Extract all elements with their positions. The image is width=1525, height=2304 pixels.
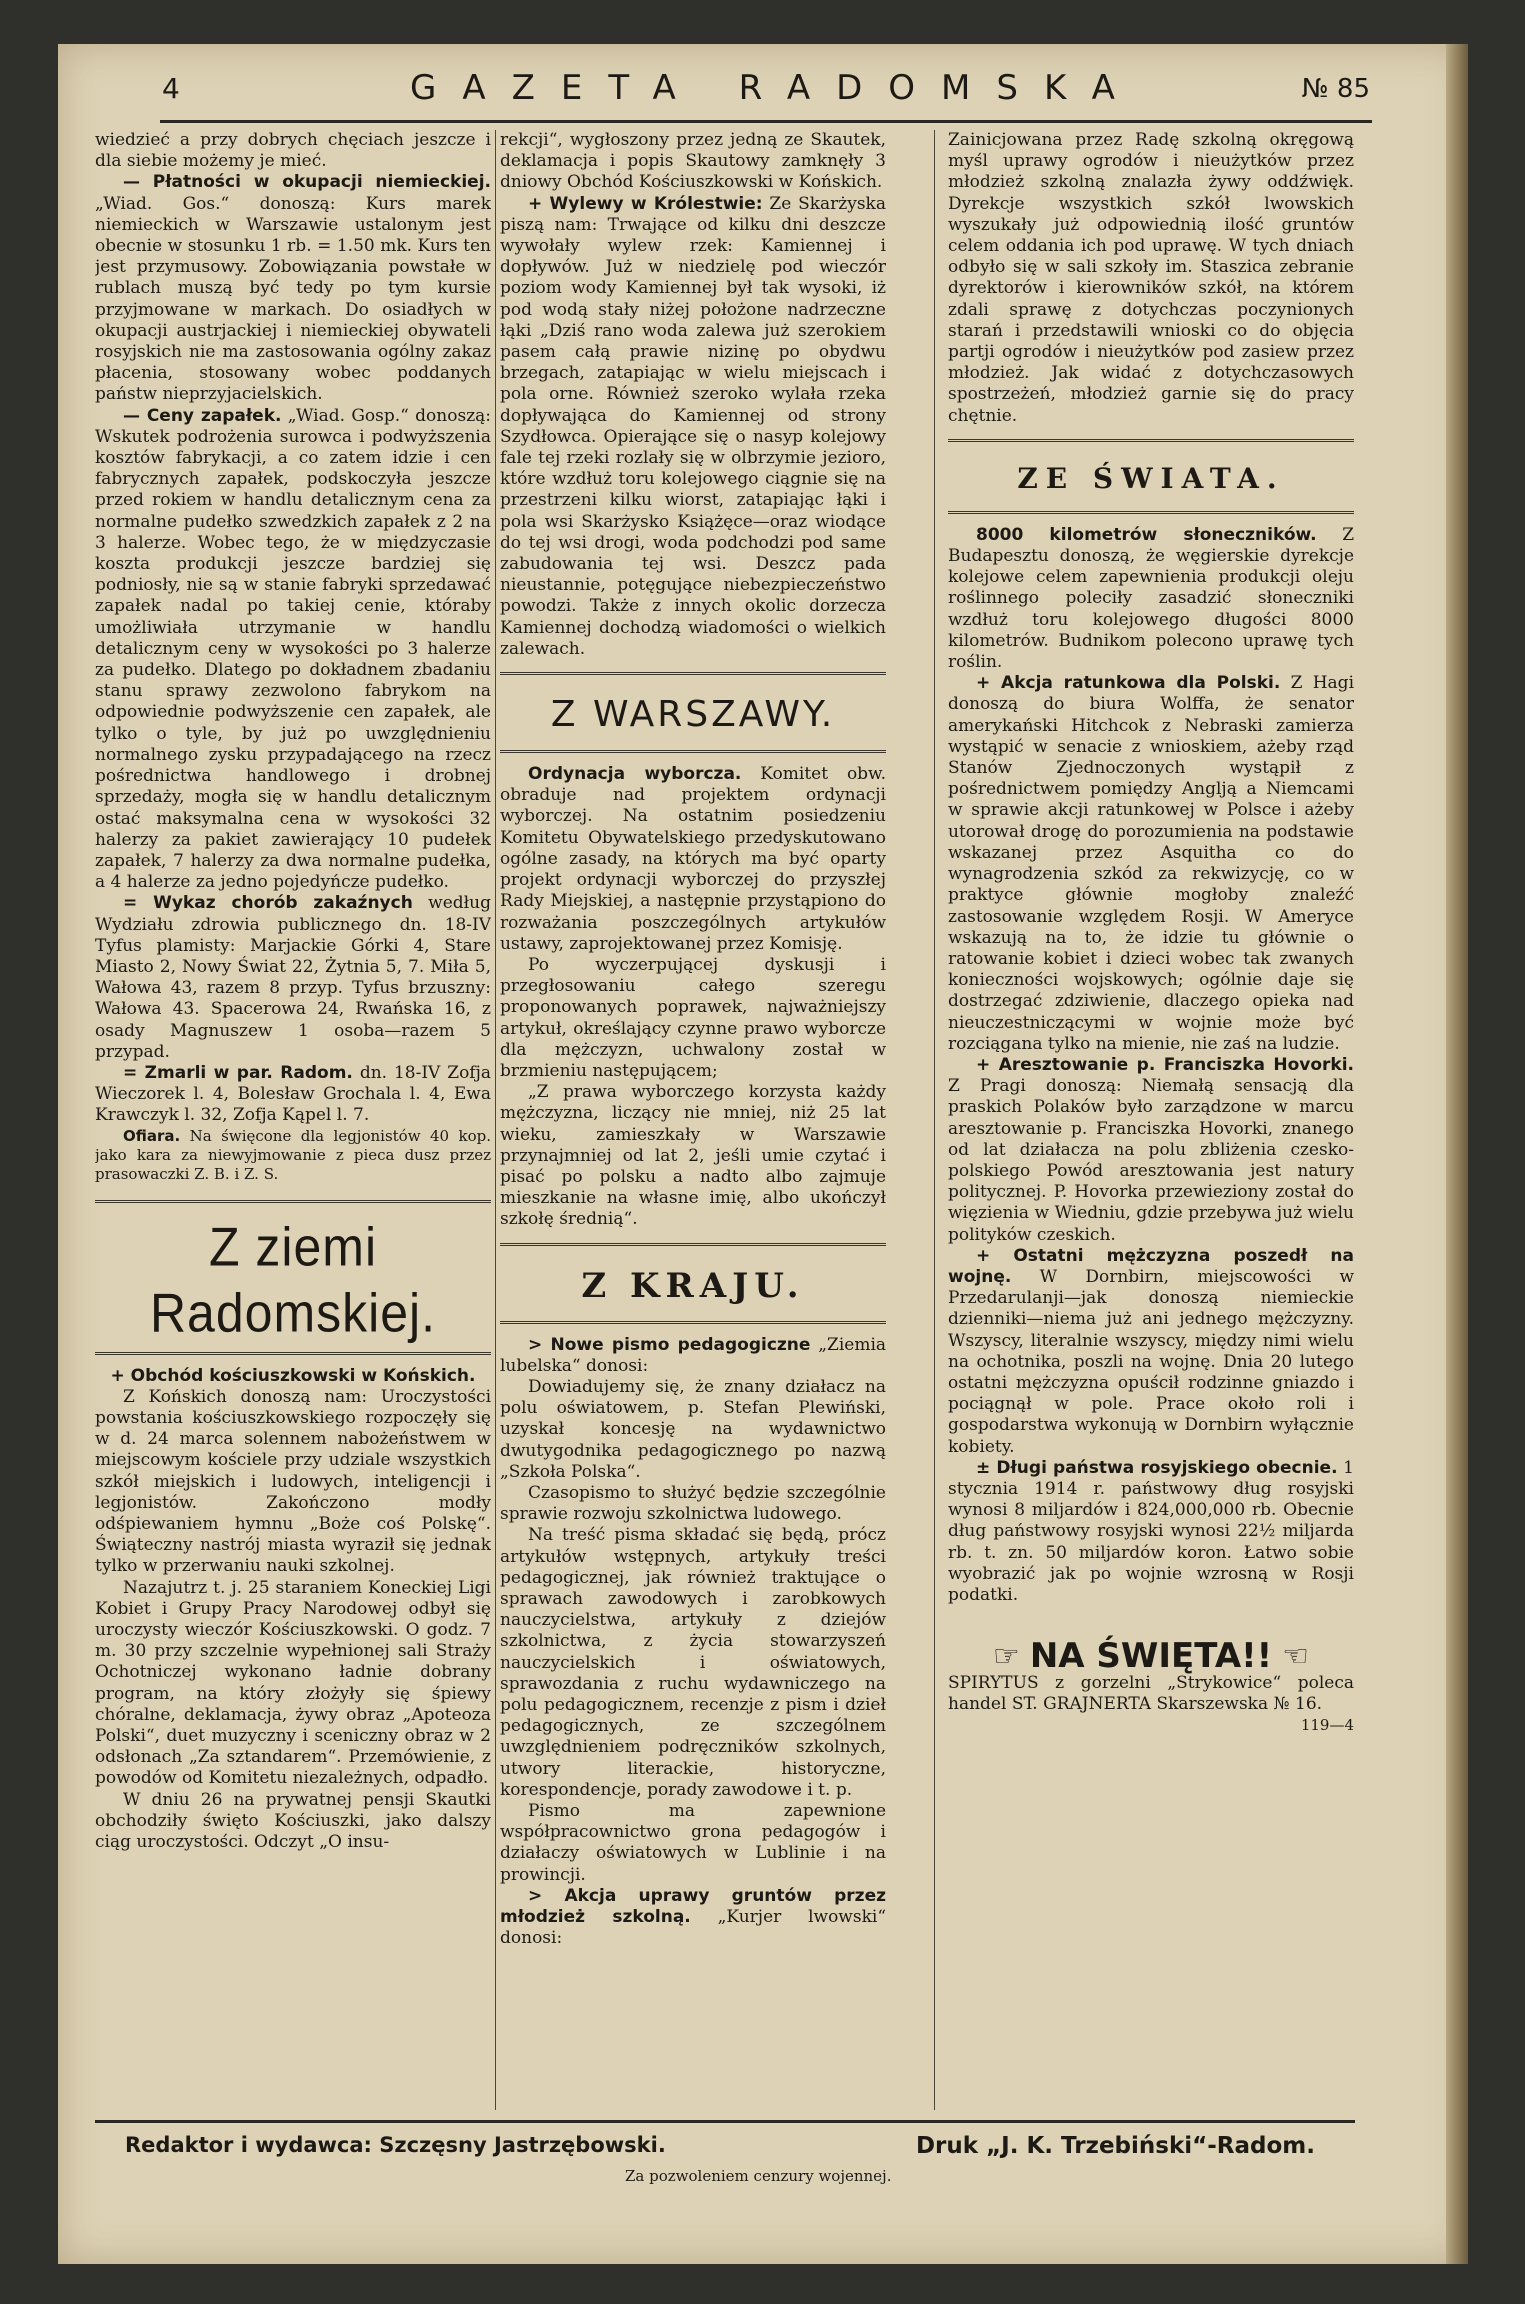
- article-dlugi: [948, 1458, 1354, 1606]
- print-credit: Druk „J. K. Trzebiński“-Radom.: [915, 2133, 1315, 2159]
- article-ofiara: [95, 1127, 491, 1184]
- article-text: Komitet obw. obraduje nad projektem ordynacji wyborczej. Na ostatnim posiedzeniu Komitetu Obywatelskiego przedyskutowano ogólne zasady, na których ma być oparty projekt ordynacji wyborczej do przyszłej Rady Miejskiej, a następnie przystąpiono do rozważania poszczególnych artykułów ustawy, zaprojektowanej przez Komisję.: [500, 764, 886, 954]
- paragraph: Z Końskich donoszą nam: Uroczystości powstania kościuszkowskiego rozpoczęły się w d. 24 marca solennem nabożeństwem w miejscowym kościele przy udziale wszystkich szkół miejskich i ludowych, inteligencji i legjonistów. Zakończono modły odśpiewaniem hymnu „Boże coś Polskę“. Świąteczny nastrój miasta wyraził się jednak tylko w przerwaniu nauki szkolnej.: [95, 1386, 491, 1577]
- column-divider: [934, 130, 935, 2110]
- headline: = Wykaz chorób zakaźnych: [123, 893, 413, 914]
- pointing-hand-icon: ☜: [1282, 1639, 1310, 1675]
- paragraph: W dniu 26 na prywatnej pensji Skautki obchodziły święto Kościuszki, jako dalszy ciąg uroczystości. Odczyt „O insu-: [95, 1789, 491, 1853]
- article-text: Ze Skarżyska piszą nam: Trwające od kilku dni deszcze wywołały wylew rzek: Kamiennej i dopływów. Już w niedzielę pod wieczór poziom wody Kamiennej był tak wysoki, iż pod wodą stały niżej położone nadrzeczne łąki „Dziś rano woda zalewa już szerokiem pasem całą prawie nizinę po obydwu brzegach, zatapiając w wielu miejscach i pola orne. Również szeroko wylała rzeka dopływająca do Kamiennej od strony Szydłowca. Opierające się o nasyp kolejowy fale tej rzeki rozlały się w olbrzymie jezioro, które wzdłuż toru kolejowego ciągnie się na przestrzeni kilku wiorst, zatapiając łąki i pola wsi Skarżysko Książęce—oraz wiodące do tej wsi drogi, woda podchodzi pod same zabudowania tej wsi. Deszcz pada nieustannie, potęgujące niebezpieczeństwo powodzi. Także z innych okolic dorzecza Kamiennej dochodzą wiadomości o wielkich zalewach.: [500, 193, 886, 659]
- paragraph: Zainicjowana przez Radę szkolną okręgową myśl uprawy ogrodów i nieużytków przez młodzież szkolną znalazła żywy oddźwięk. Dyrekcje wszystkich szkół lwowskich wyszukały już odpowiednią ilość gruntów celem oddania ich pod uprawę. W tych dniach odbyło się w sali szkoły im. Staszica zebranie dyrektorów i kierowników szkół, na którem zdali sprawę z dotychczas poczynionych starań i przedstawili wnioski co do objęcia partji ogrodów i nieużytków pod zasiew przez młodzież. Jak widać z dotychczasowych spostrzeżeń, młodzież garnie się do pracy chętnie.: [948, 130, 1354, 426]
- article-text: Z Hagi donoszą do biura Wolffa, że senator amerykański Hitchcok z Nebraski zamierza wystąpić w senacie z wnioskiem, ażeby rząd Stanów Zjednoczonych wystąpił z pośrednictwem pomiędzy Anglją a Niemcami w sprawie akcji ratunkowej w Polsce i ażeby utorował drogę do porozumienia na podstawie wskazanej przez Asquitha co do wynagrodzenia szkód za rekwizycję, co w praktyce głównie mogłoby znaleźć zastosowanie względem Rosji. W Ameryce wskazują na to, że idzie tu głównie o ratowanie kobiet i dzieci wobec tak zwanych konieczności wojskowych; ogólnie daje się dostrzegać zdziwienie, dlaczego opieka nad nieuczestniczącymi w wojnie może być rozciągana tylko na mienie, nie zaś na ludzie.: [948, 673, 1354, 1054]
- paragraph: Na treść pisma składać się będą, prócz artykułów wstępnych, artykuły treści pedagogicznej, jak również traktujące o sprawach zawodowych i zarobkowych nauczycielstwa, artykuły z dziejów szkolnictwa, z życia stowarzyszeń nauczycielskich i oświatowych, sprawozdania z ruchu wydawniczego na polu pedagogicznem, recenzje z pism i dzieł pedagogicznych, ze szczególnem uwzględnieniem podręczników szkolnych, utwory literackie, historyczne, korespondencje, porady zawodowe i t. p.: [500, 1525, 886, 1800]
- headline: — Płatności w okupacji niemieckiej.: [123, 172, 491, 193]
- editor-credit: Redaktor i wydawca: Szczęsny Jastrzębowski.: [125, 2133, 666, 2157]
- article-ceny: [95, 406, 491, 894]
- column-2: [500, 130, 886, 2110]
- headline: + Akcja ratunkowa dla Polski.: [976, 673, 1281, 694]
- paragraph: „Z prawa wyborczego korzysta każdy mężczyzna, liczący nie mniej, niż 25 lat wieku, zamieszkały w Warszawie przynajmniej od lat 2, jeśli umie czytać i pisać po polsku a nadto albo zajmuje mieszkanie na własne imię, albo ukończył szkołę średnią“.: [500, 1082, 886, 1230]
- section-title-kraju: Z KRAJU.: [581, 1265, 805, 1306]
- headline: = Zmarli w par. Radom.: [123, 1062, 353, 1083]
- headline: ± Długi państwa rosyjskiego obecnie.: [976, 1457, 1338, 1478]
- paragraph: Po wyczerpującej dyskusji i przegłosowaniu całego szeregu proponowanych poprawek, najważniejszy artykuł, określający czynne prawo wyborcze dla mężczyzn, uchwalony został w brzmieniu następującem;: [500, 954, 886, 1081]
- article-platnosci: [95, 172, 491, 405]
- masthead: [110, 62, 1410, 122]
- paragraph: Czasopismo to służyć będzie szczególnie sprawie rozwoju szkolnictwa ludowego.: [500, 1482, 886, 1525]
- section-rule: [500, 1243, 886, 1249]
- masthead-rule: [160, 120, 1372, 123]
- paragraph: rekcji“, wygłoszony przez jedną ze Skautek, deklamacja i popis Skautowy zamknęły 3 dniowy Obchód Kościuszkowski w Końskich.: [500, 130, 886, 193]
- ad-code: 119—4: [1300, 1716, 1354, 1735]
- ad-text: SPIRYTUS z gorzelni „Strykowice“ poleca handel ST. GRAJNERTA Skarszewska № 16.: [948, 1673, 1354, 1715]
- section-rule: [95, 1352, 491, 1358]
- paragraph: Nazajutrz t. j. 25 staraniem Koneckiej Ligi Kobiet i Grupy Pracy Narodowej odbył się uroczysty wieczór Kościuszkowski. O godz. 7 m. 30 przy szczelnie wypełnionej sali Straży Ochotniczej wykonano ładnie dobrany program, na który złożyły się śpiewy chóralne, deklamacja, żywy obraz „Apoteoza Polski“, duet muzyczny i sceniczny obraz w 2 odsłonach „Za sztandarem“. Przemówienie, z powodów od Komitetu niezależnych, odpadło.: [95, 1577, 491, 1789]
- page-number: 4: [162, 72, 180, 105]
- article-obchod: [95, 1366, 491, 1387]
- section-rule: [500, 672, 886, 678]
- article-zmarli: [95, 1063, 491, 1127]
- article-kilometrow: [948, 525, 1354, 673]
- headline: 8000 kilometrów słoneczników.: [976, 524, 1317, 545]
- advertisement: [948, 1636, 1354, 1736]
- pointing-hand-icon: ☞: [992, 1639, 1020, 1675]
- headline: > Akcja uprawy gruntów przez młodzież szkolną.: [500, 1885, 886, 1928]
- article-text: Z Pragi donoszą: Niemałą sensacją dla praskich Polaków było zarządzone w marcu aresztowanie p. Franciszka Hovorki, znanego od lat działacza na polu zbliżenia czesko-polskiego Powód aresztowania jest natury politycznej. P. Hovorka przewieziony został do więzienia w Wiedniu, gdzie przebywa już wielu polityków czeskich.: [948, 1076, 1354, 1245]
- article-text: według Wydziału zdrowia publicznego dn. 18-IV Tyfus plamisty: Marjackie Górki 4, Stare Miasto 2, Nowy Świat 22, Żytnia 5, 7. Miła 5, Wałowa 43, razem 8 przyp. Tyfus brzuszny: Wałowa 43. Spacerowa 24, Rwańska 16, z osady Magnuszew 1 osoba—razem 5 przypad.: [95, 893, 491, 1062]
- section-rule: [500, 750, 886, 756]
- article-text: „Ziemia lubelska“ donosi:: [500, 1334, 886, 1376]
- article-wylewy: [500, 194, 886, 660]
- section-rule: [95, 1200, 491, 1206]
- headline: + Aresztowanie p. Franciszka Hovorki.: [976, 1054, 1354, 1075]
- column-3: [948, 130, 1354, 2110]
- article-text: „Wiad. Gosp.“ donoszą: Wskutek podrożenia surowca i podwyższenia kosztów fabrykacji, a co zatem idzie i cen fabrycznych zapałek, podskoczyła jeszcze przed rokiem w handlu detalicznym cena za normalne pudełko szwedzkich zapałek z 2 na 3 halerze. Wobec tego, że w międzyczasie koszta produkcji jeszcze bardziej się podniosły, nie są w stanie fabryki sprzedawać zapałek nadal po takiej cenie, któraby umożliwiała utrzymanie w handlu detalicznym ceny w wysokości po 3 halerze za pudełko. Dlatego po dokładnem zbadaniu stanu sprawy zezwolono fabrykom na odpowiednie podwyższenie cen zapałek, ale tylko o tyle, by już po uwzględnieniu normalnego zysku przypadającego na rzecz pośrednictwa handlowego i drobnej sprzedaży, mogła się w handlu detalicznym ostać maksymalna cena w wysokości 32 halerzy za pakiet zawierający 10 pudełek zapałek, 7 halerzy za dwa normalne pudełka, a 4 halerze za jedno pojedyńcze pudełko.: [95, 405, 491, 893]
- article-pismo: [500, 1335, 886, 1377]
- ad-title: [948, 1636, 1354, 1677]
- paragraph: Dowiadujemy się, że znany działacz na polu oświatowem, p. Stefan Plewiński, uzyskał koncesję na wydawnictwo dwutygodnika pedagogicznego po nazwą „Szkoła Polska“.: [500, 1376, 886, 1482]
- article-ordynacja: [500, 764, 886, 955]
- headline: + Wylewy w Królestwie:: [528, 193, 763, 214]
- article-text: Z Budapesztu donoszą, że węgierskie dyrekcje kolejowe celem zapewnienia produkcji oleju roślinnego poleciły zasadzić słoneczniki wzdłuż toru kolejowego długości 8000 kilometrów. Budnikom polecono uprawę tych roślin.: [948, 524, 1354, 673]
- article-mezczyzna: [948, 1246, 1354, 1458]
- column-1: [95, 130, 491, 2110]
- headline: — Ceny zapałek.: [123, 405, 282, 426]
- article-hovorki: [948, 1055, 1354, 1246]
- headline: Ordynacja wyborcza.: [528, 764, 742, 785]
- article-text: „Kurjer lwowski“ donosi:: [500, 1907, 886, 1949]
- article-text: dn. 18-IV Zofja Wieczorek l. 4, Bolesław Grochala l. 4, Ewa Krawczyk l. 32, Zofja Kąpel l. 7.: [95, 1062, 491, 1126]
- headline: + Ostatni mężczyzna poszedł na wojnę.: [948, 1245, 1354, 1287]
- headline: + Obchód kościuszkowski w Końskich.: [110, 1365, 476, 1386]
- headline: Ofiara.: [123, 1126, 181, 1145]
- article-akcja-uprawy: [500, 1886, 886, 1950]
- issue-number: № 85: [1301, 74, 1370, 104]
- article-text: Na święcone dla legjonistów 40 kop. jako kara za niewyjmowanie z pieca dusz przez prasowaczki Z. B. i Z. S.: [95, 1126, 491, 1183]
- headline: > Nowe pismo pedagogiczne: [528, 1334, 811, 1355]
- section-title-warszawy: Z WARSZAWY.: [550, 694, 836, 736]
- section-rule: [500, 1321, 886, 1327]
- article-text: „Wiad. Gos.“ donoszą: Kurs marek niemieckich w Warszawie ustalonym jest obecnie w stosunku 1 rb. = 1.50 mk. Kurs ten jest przymusowy. Zobowiązania powstałe w rublach muszą być tedy po tym kursie przyjmowane w markach. Do osiadłych w okupacji austrjackiej i niemieckiej obywateli rosyjskich nie ma zastosowania ogólny zakaz płacenia, stosowany wobec poddanych państw nieprzyjacielskich.: [95, 193, 491, 405]
- paragraph: Pismo ma zapewnione współpracownictwo grona pedagogów i działaczy oświatowych w Lublinie i na prowincji.: [500, 1801, 886, 1885]
- ad-title-text: NA ŚWIĘTA!!: [1029, 1636, 1273, 1677]
- column-divider: [495, 130, 496, 2110]
- section-title-swiata: ZE ŚWIATA.: [1017, 461, 1285, 495]
- section-rule: [948, 439, 1354, 445]
- section-rule: [948, 511, 1354, 517]
- binding-edge: [1446, 44, 1468, 2264]
- censor-note: Za pozwoleniem cenzury wojennej.: [625, 2167, 892, 2185]
- article-text: 1 stycznia 1914 r. państwowy dług rosyjski wynosi 8 miljardów i 824,000,000 rb. Obecnie dług państwowy rosyjski wynosi 22½ miljarda rb. t. zn. 50 miljardów koron. Łatwo sobie wyobrazić jak po wojnie wzrosną w Rosji podatki.: [948, 1457, 1354, 1605]
- newspaper-title: GAZETA RADOMSKA: [410, 68, 1141, 108]
- article-ratunkowa: [948, 673, 1354, 1055]
- article-text: W Dornbirn, miejscowości w Przedarulanji—jak donoszą niemieckie dzienniki—niema już ani jednego mężczyzny. Wszyscy, literalnie wszyscy, między nimi wielu na ochotnika, poszli na wojnę. Dnia 20 lutego ostatni mężczyzna opuścił rodzinne gniazdo i pociągnął w pole. Prace około roli i gospodarstwa wykonują w Dornbirn wyłącznie kobiety.: [948, 1266, 1354, 1457]
- paragraph: wiedzieć a przy dobrych chęciach jeszcze i dla siebie możemy je mieć.: [95, 130, 491, 172]
- section-title-ziemi: Z ziemi Radomskiej.: [149, 1215, 437, 1344]
- article-wykaz: [95, 893, 491, 1063]
- footer: [95, 2120, 1355, 2193]
